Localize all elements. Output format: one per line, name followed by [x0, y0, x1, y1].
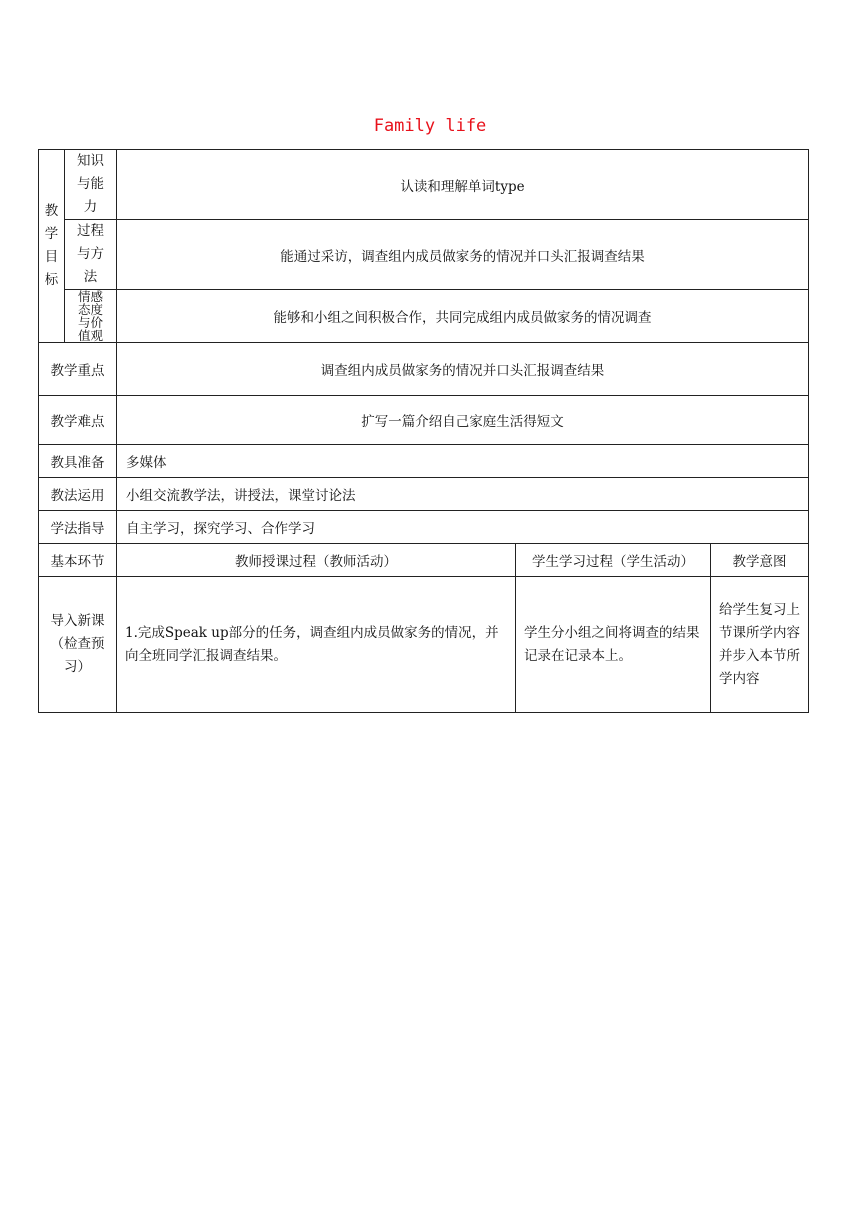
objective-row-process [39, 220, 809, 290]
teacher-activity: 1.完成Speak up部分的任务，调查组内成员做家务的情况，并向全班同学汇报调查结果。 [117, 577, 516, 713]
row-content: 扩写一篇介绍自己家庭生活得短文 [117, 396, 809, 445]
row-content: 调查组内成员做家务的情况并口头汇报调查结果 [117, 343, 809, 396]
row-tools [39, 445, 809, 478]
teaching-intent: 给学生复习上节课所学内容并步入本节所学内容 [711, 577, 809, 713]
document-title: Family life [373, 116, 487, 136]
objective-sub-label: 知识与能力 [77, 153, 104, 215]
header-stage: 基本环节 [39, 544, 117, 577]
stage-label: 导入新课（检查预习） [50, 613, 105, 675]
row-label: 教学重点 [39, 343, 117, 396]
header-student: 学生学习过程（学生活动） [516, 544, 711, 577]
header-teacher: 教师授课过程（教师活动） [117, 544, 516, 577]
row-methods [39, 478, 809, 511]
row-key-point [39, 343, 809, 396]
row-label: 学法指导 [39, 511, 117, 544]
objectives-label-cell [39, 150, 65, 343]
objectives-label: 教学目标 [44, 203, 59, 288]
row-content: 小组交流教学法，讲授法，课堂讨论法 [117, 478, 809, 511]
row-learning-guidance [39, 511, 809, 544]
objective-row-knowledge [39, 150, 809, 220]
objective-sub-label: 情感态度与价值观 [77, 289, 103, 343]
student-activity: 学生分小组之间将调查的结果记录在记录本上。 [516, 577, 711, 713]
objective-row-attitude [39, 290, 809, 343]
row-content: 多媒体 [117, 445, 809, 478]
objective-sub-label: 过程与方法 [77, 223, 104, 285]
row-label: 教具准备 [39, 445, 117, 478]
objective-sub-cell [65, 220, 117, 290]
header-intent: 教学意图 [711, 544, 809, 577]
lesson-plan-table [38, 149, 809, 713]
row-label: 教学难点 [39, 396, 117, 445]
row-label: 教法运用 [39, 478, 117, 511]
objective-content: 能通过采访，调查组内成员做家务的情况并口头汇报调查结果 [117, 220, 809, 290]
objective-content: 认读和理解单词type [117, 150, 809, 220]
process-header-row [39, 544, 809, 577]
objective-sub-cell [65, 150, 117, 220]
row-content: 自主学习，探究学习、合作学习 [117, 511, 809, 544]
objective-content: 能够和小组之间积极合作，共同完成组内成员做家务的情况调查 [117, 290, 809, 343]
objective-sub-cell [65, 290, 117, 343]
process-row [39, 577, 809, 713]
row-difficulty [39, 396, 809, 445]
stage-cell [39, 577, 117, 713]
